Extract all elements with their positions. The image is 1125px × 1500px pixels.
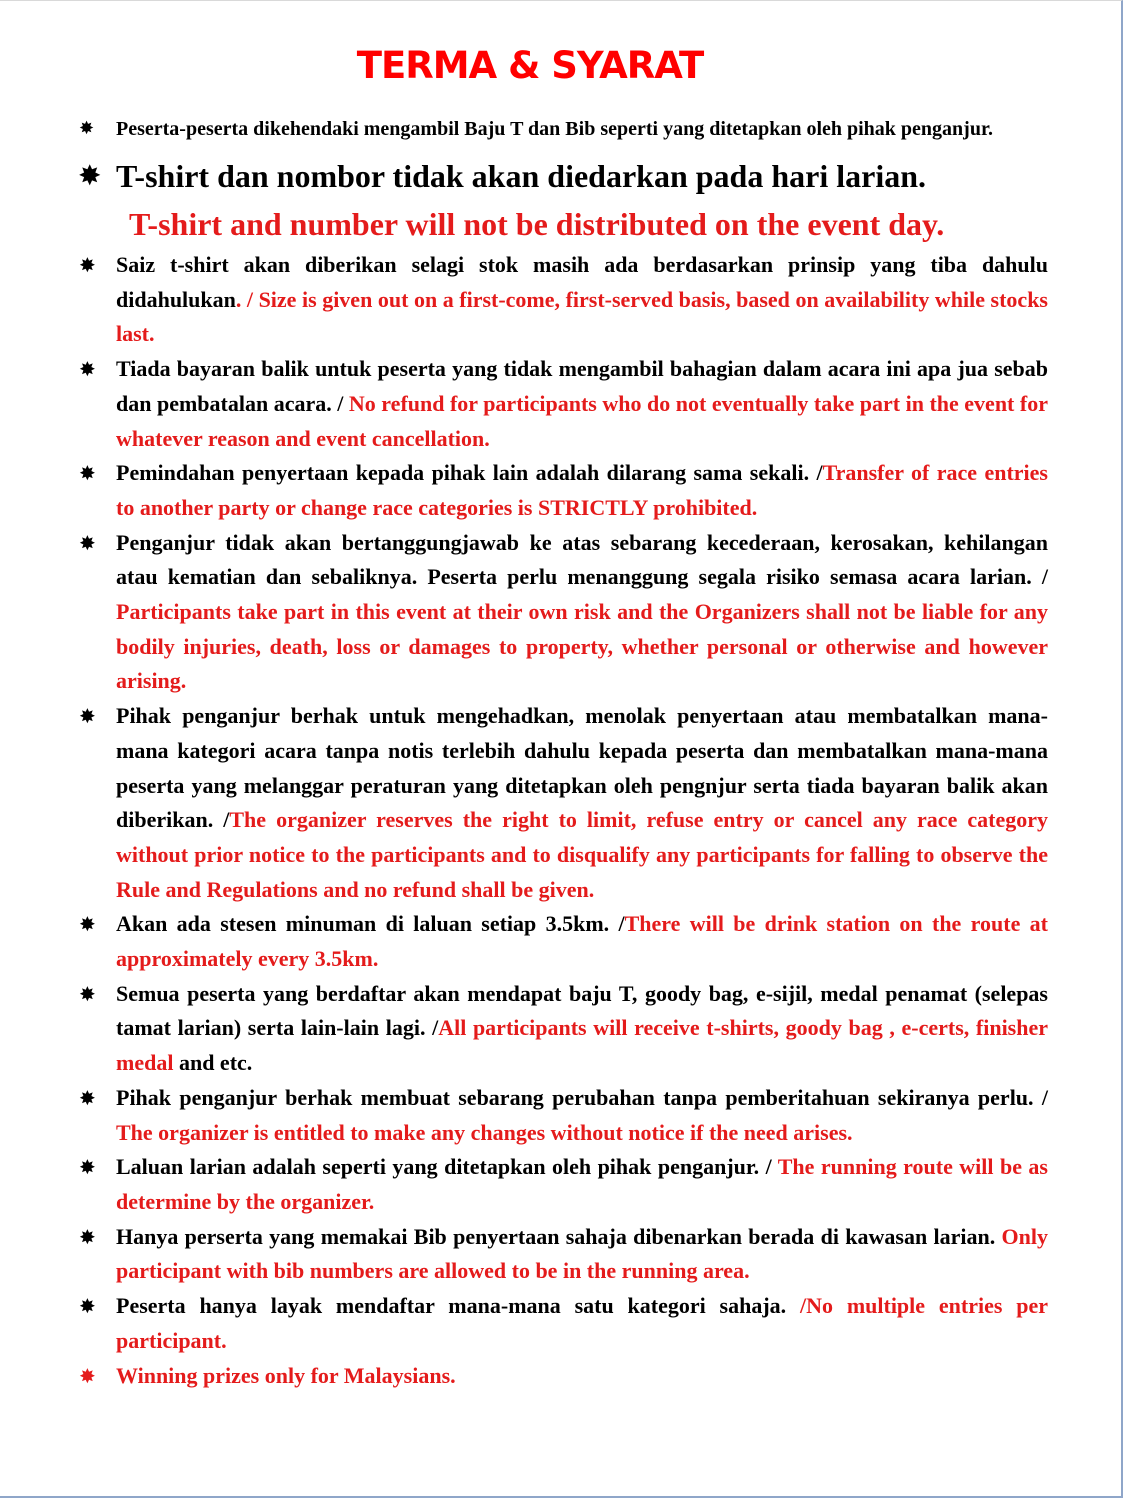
star-bullet-icon: ✸ [78, 159, 102, 192]
page-title: TERMA & SYARAT [356, 44, 704, 87]
star-bullet-icon: ✸ [79, 118, 95, 139]
term-text-en: The running route will be as determine by the organizer. [116, 1154, 1048, 1214]
term-text-en: Only participant with bib numbers are allowed to be in the running area. [116, 1223, 1048, 1284]
list-item [79, 977, 1049, 1081]
term-text-en: . / Size is given out on a first-come, first-served basis, based on availability while stocks last. [116, 286, 1048, 347]
term-text-ms: T-shirt dan nombor tidak akan diedarkan pada hari larian. [116, 158, 927, 194]
star-bullet-icon: ✸ [79, 461, 96, 486]
term-text-ms: Penganjur tidak akan bertanggungjawab ke atas sebarang kecederaan, kerosakan, kehilangan atau kematian dan sebaliknya. Peserta perlu menanggung segala risiko semasa acara larian. / [116, 529, 1048, 590]
term-text-ms: Saiz t-shirt akan diberikan selagi stok masih ada berdasarkan prinsip yang tiba dahulu didahulukan [116, 252, 1048, 312]
list-item [79, 907, 1048, 976]
term-text-en: Participants take part in this event at their own risk and the Organizers shall not be liable for any bodily injuries, death, loss or damages to property, whether personal or otherwise and however arising. [116, 599, 1048, 694]
star-bullet-icon: ✸ [79, 1085, 96, 1110]
star-bullet-icon: ✸ [79, 1224, 96, 1249]
star-bullet-icon: ✸ [79, 1294, 96, 1319]
list-item [79, 114, 1048, 144]
term-text-en: /No multiple entries per participant. [116, 1293, 1048, 1353]
term-text-ms: Pemindahan penyertaan kepada pihak lain adalah dilarang sama sekali. / [116, 460, 823, 486]
term-text-en: Winning prizes only for Malaysians. [116, 1362, 456, 1388]
list-item [79, 352, 1048, 456]
term-text-ms: Pihak penganjur berhak untuk mengehadkan, menolak penyertaan atau membatalkan mana-mana kategori acara tanpa notis terlebih dahulu kepada peserta dan membatalkan mana-mana peserta yang melanggar peraturan yang ditetapkan oleh pengnjur serta tiada bayaran balik akan diberikan. / [116, 703, 1048, 833]
star-bullet-icon: ✸ [79, 912, 96, 937]
list-item [79, 1150, 1048, 1219]
list-item [79, 1220, 1048, 1289]
term-text-en: The organizer is entitled to make any changes without notice if the need arises. [116, 1119, 853, 1145]
term-text-ms: Tiada bayaran balik untuk peserta yang tidak mengambil bahagian dalam acara ini apa jua sebab dan pembatalan acara. / [116, 356, 1048, 416]
term-text-tail: and etc. [173, 1050, 253, 1076]
term-text-en: Transfer of race entries to another party or change race categories is STRICTLY prohibited. [116, 460, 1048, 520]
star-bullet-icon: ✸ [79, 1363, 96, 1388]
list-item [79, 456, 1048, 525]
term-text-ms: Peserta hanya layak mendaftar mana-mana satu kategori sahaja. [116, 1293, 800, 1319]
term-text-ms: Laluan larian adalah seperti yang ditetapkan oleh pihak penganjur. / [116, 1154, 778, 1180]
list-item [78, 152, 1048, 200]
term-text-en: There will be drink station on the route at approximately every 3.5km. [116, 911, 1048, 972]
star-bullet-icon: ✸ [79, 704, 96, 729]
term-text-en: All participants will receive t-shirts, goody bag , e-certs, finisher medal [116, 1015, 1049, 1076]
list-item [79, 248, 1048, 352]
list-item [79, 1081, 1048, 1150]
term-text-en-highlight: T-shirt and number will not be distributed on the event day. [129, 206, 945, 242]
term-text-ms: Peserta-peserta dikehendaki mengambil Baju T dan Bib seperti yang ditetapkan oleh pihak penganjur. [116, 118, 993, 140]
term-text-ms: Semua peserta yang berdaftar akan mendapat baju T, goody bag, e-sijil, medal penamat (selepas tamat larian) serta lain-lain lagi. / [116, 980, 1048, 1041]
term-text-ms: Hanya perserta yang memakai Bib penyertaan sahaja dibenarkan berada di kawasan larian. [116, 1223, 1002, 1249]
list-item [79, 526, 1048, 700]
term-text-en: No refund for participants who do not eventually take part in the event for whatever reason and event cancellation. [116, 390, 1048, 451]
terms-list [0, 114, 1125, 1393]
list-item [79, 1289, 1048, 1358]
list-item [79, 1359, 1048, 1394]
term-text-en: The organizer reserves the right to limit, refuse entry or cancel any race category without prior notice to the participants and to disqualify any participants for falling to observe the Rule and Regulations and no refund shall be given. [116, 807, 1048, 902]
star-bullet-icon: ✸ [79, 981, 96, 1006]
star-bullet-icon: ✸ [79, 530, 96, 555]
term-text-ms: Akan ada stesen minuman di laluan setiap 3.5km. / [116, 911, 625, 937]
list-item [79, 699, 1048, 907]
term-text-ms: Pihak penganjur berhak membuat sebarang perubahan tanpa pemberitahuan sekiranya perlu. / [116, 1084, 1048, 1110]
star-bullet-icon: ✸ [79, 253, 96, 277]
star-bullet-icon: ✸ [79, 357, 96, 382]
star-bullet-icon: ✸ [79, 1155, 96, 1180]
